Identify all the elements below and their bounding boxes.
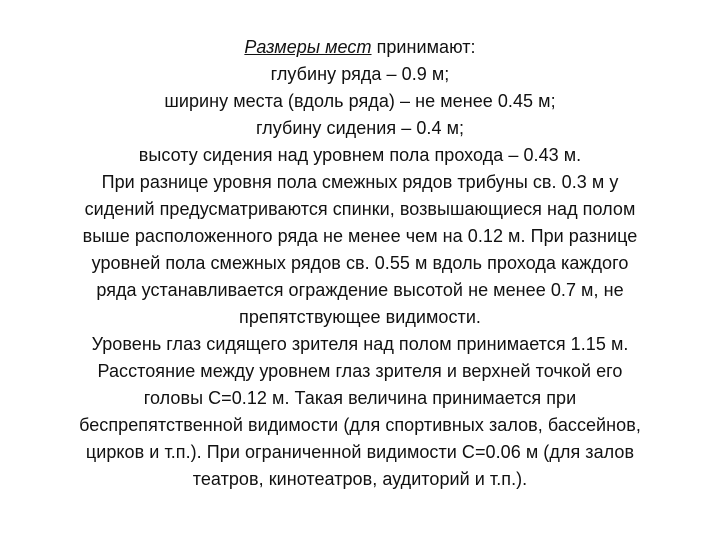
text-line: цирков и т.п.). При ограниченной видимости С=0.06 м (для залов xyxy=(85,442,635,462)
text-line: уровней пола смежных рядов св. 0.55 м вдоль прохода каждого xyxy=(91,253,629,273)
text-line: глубину ряда – 0.9 м; xyxy=(270,64,450,84)
heading-line xyxy=(50,34,670,61)
text-line: высоту сидения над уровнем пола прохода – 0.43 м. xyxy=(138,145,582,165)
text-line: ряда устанавливается ограждение высотой не менее 0.7 м, не xyxy=(96,280,624,300)
text-line: глубину сидения – 0.4 м; xyxy=(255,118,465,138)
text-line: препятствующее видимости. xyxy=(239,307,481,327)
text-line: театров, кинотеатров, аудиторий и т.п.). xyxy=(192,469,528,489)
text-line: Уровень глаз сидящего зрителя над полом принимается 1.15 м. xyxy=(91,334,629,354)
text-line: головы С=0.12 м. Такая величина принимается при xyxy=(143,388,577,408)
text-line: Расстояние между уровнем глаз зрителя и верхней точкой его xyxy=(97,361,623,381)
text-line: При разнице уровня пола смежных рядов трибуны св. 0.3 м у xyxy=(101,172,619,192)
text-line: сидений предусматриваются спинки, возвышающиеся над полом xyxy=(84,199,636,219)
text-line: беспрепятственной видимости (для спортивных залов, бассейнов, xyxy=(79,415,641,435)
text-line: выше расположенного ряда не менее чем на 0.12 м. При разнице xyxy=(82,226,638,246)
text-line: ширину места (вдоль ряда) – не менее 0.45 м; xyxy=(164,91,556,111)
slide-text-body xyxy=(50,34,670,493)
heading-rest: принимают: xyxy=(371,37,476,57)
heading-emphasis: Размеры мест xyxy=(244,37,372,57)
